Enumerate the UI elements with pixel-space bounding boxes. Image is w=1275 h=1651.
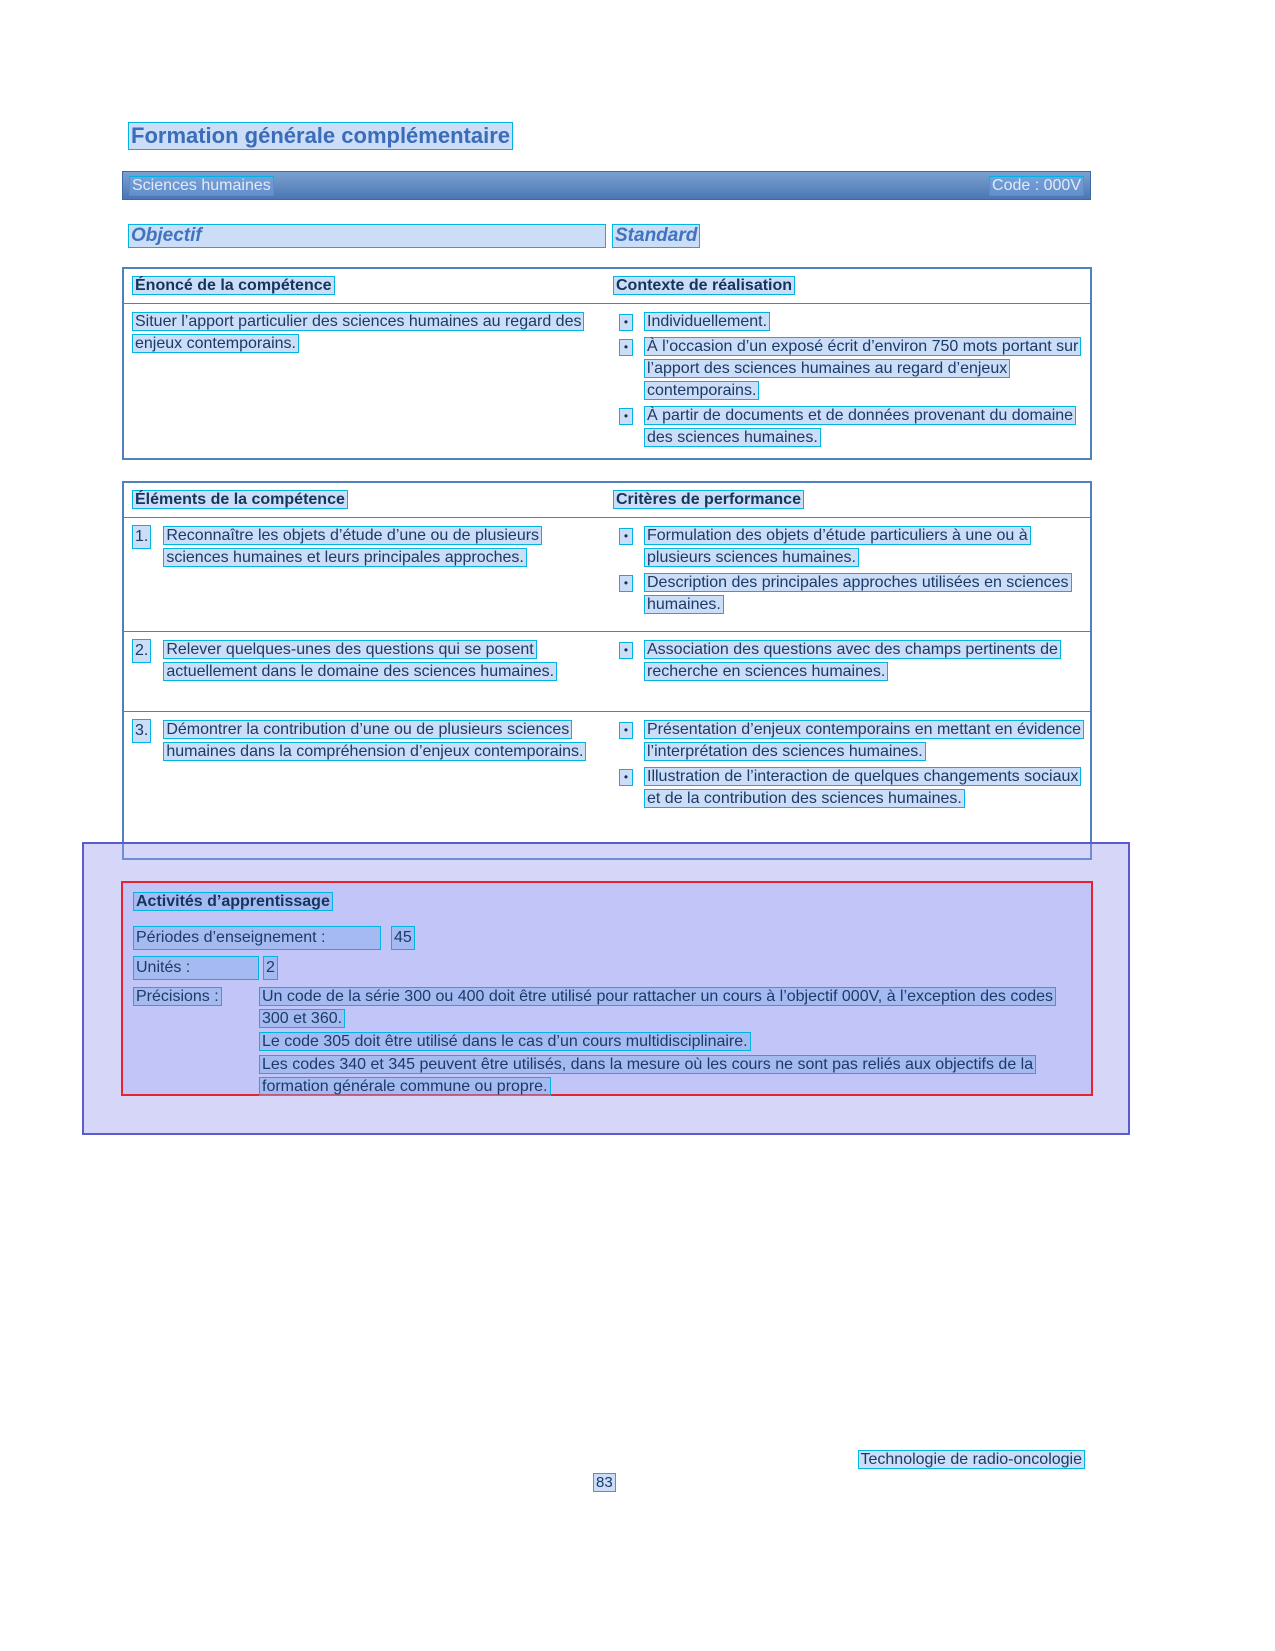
page-title: Formation générale complémentaire — [128, 122, 513, 150]
footer-program: Technologie de radio-oncologie — [858, 1450, 1086, 1469]
activities-title: Activités d’apprentissage — [133, 892, 333, 911]
element-number: 3. — [132, 719, 151, 743]
activities-box — [121, 881, 1093, 1096]
bullet-icon: • — [619, 528, 633, 545]
bullet-icon: • — [619, 642, 633, 659]
table-row — [124, 632, 1090, 712]
list-item — [613, 572, 1084, 616]
context-bullet-text: À l’occasion d’un exposé écrit d’environ 750 mots portant sur l’apport des sciences humaines au regard d’enjeux contemporains. — [644, 337, 1081, 400]
footer-page-number: 83 — [593, 1473, 616, 1492]
list-item — [613, 639, 1084, 683]
bullet-icon: • — [619, 769, 633, 786]
bullet-icon: • — [619, 314, 633, 331]
element-number: 2. — [132, 639, 151, 663]
units-row — [133, 956, 1081, 980]
table-row — [124, 712, 1090, 858]
periods-value: 45 — [391, 926, 415, 950]
precisions-line: Le code 305 doit être utilisé dans le cas d’un cours multidisciplinaire. — [259, 1032, 751, 1051]
column-labels — [128, 224, 700, 248]
periods-label: Périodes d’enseignement : — [133, 926, 381, 950]
bullet-icon: • — [619, 722, 633, 739]
competence-table — [122, 267, 1092, 460]
element-text: Reconnaître les objets d’étude d’une ou de plusieurs sciences humaines et leurs principales approches. — [163, 526, 542, 567]
criteria-text: Description des principales approches utilisées en sciences humaines. — [644, 573, 1072, 614]
table-row — [124, 518, 1090, 632]
list-item — [613, 336, 1084, 402]
list-item — [613, 311, 1084, 333]
precisions-row — [133, 986, 1081, 1099]
bullet-icon: • — [619, 339, 633, 356]
bullet-icon: • — [619, 575, 633, 592]
section-name: Sciences humaines — [129, 176, 274, 196]
elements-table-header — [124, 483, 1090, 518]
list-item — [613, 719, 1084, 763]
competence-table-row — [124, 304, 1090, 458]
context-header-cell: Contexte de réalisation — [613, 276, 795, 295]
criteria-text: Présentation d’enjeux contemporains en mettant en évidence l’interprétation des sciences humaines. — [644, 720, 1084, 761]
element-number: 1. — [132, 525, 151, 549]
periods-row — [133, 926, 1081, 950]
precisions-label: Précisions : — [133, 987, 222, 1006]
competence-header-cell: Énoncé de la compétence — [132, 276, 335, 295]
element-text: Démontrer la contribution d’une ou de plusieurs sciences humaines dans la compréhension d’enjeux contemporains. — [163, 720, 586, 761]
list-item — [613, 525, 1084, 569]
criteria-header-cell: Critères de performance — [613, 490, 804, 509]
elements-table — [122, 481, 1092, 860]
standard-label: Standard — [612, 224, 700, 248]
element-text: Relever quelques-unes des questions qui se posent actuellement dans le domaine des sciences humaines. — [163, 640, 557, 681]
list-item — [613, 405, 1084, 449]
context-bullet-text: Individuellement. — [644, 312, 770, 331]
activities-highlight-region — [82, 842, 1130, 1135]
context-bullet-text: À partir de documents et de données provenant du domaine des sciences humaines. — [644, 406, 1076, 447]
criteria-text: Illustration de l’interaction de quelques changements sociaux et de la contribution des sciences humaines. — [644, 767, 1081, 808]
section-header-bar — [122, 171, 1091, 200]
objectif-label: Objectif — [128, 224, 606, 248]
competence-table-header — [124, 269, 1090, 304]
competence-statement: Situer l’apport particulier des sciences humaines au regard des enjeux contemporains. — [132, 312, 584, 353]
list-item — [613, 766, 1084, 810]
bullet-icon: • — [619, 408, 633, 425]
section-code: Code : 000V — [989, 176, 1084, 196]
units-label: Unités : — [133, 956, 259, 980]
precisions-line: Un code de la série 300 ou 400 doit être utilisé pour rattacher un cours à l’objectif 000V, à l’exception des codes 300 et 360. — [259, 987, 1056, 1028]
elements-header-cell: Éléments de la compétence — [132, 490, 348, 509]
criteria-text: Formulation des objets d’étude particuliers à une ou à plusieurs sciences humaines. — [644, 526, 1031, 567]
precisions-line: Les codes 340 et 345 peuvent être utilisés, dans la mesure où les cours ne sont pas reliés aux objectifs de la formation générale commune ou propre. — [259, 1055, 1036, 1096]
precisions-text — [259, 986, 1081, 1099]
criteria-text: Association des questions avec des champs pertinents de recherche en sciences humaines. — [644, 640, 1061, 681]
units-value: 2 — [263, 956, 278, 980]
